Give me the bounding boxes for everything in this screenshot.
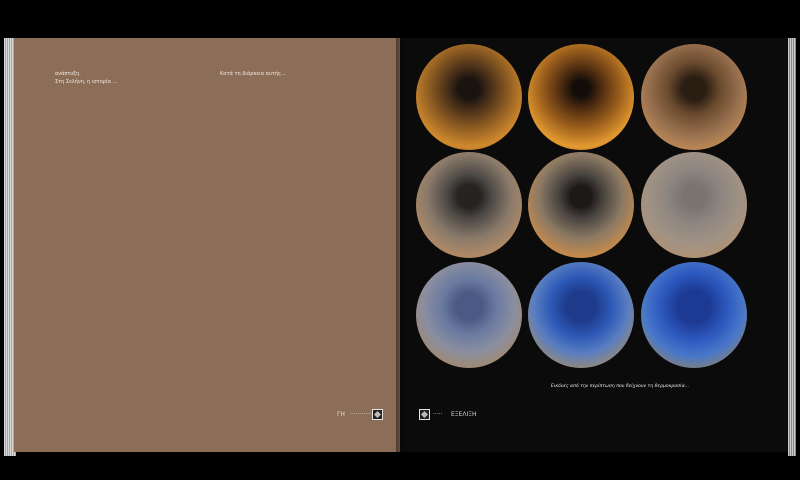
left-page — [14, 38, 400, 452]
all-sky-photo: 6 — [641, 152, 747, 258]
all-sky-photo: 7 — [416, 262, 522, 368]
right-folio-dots: ····· — [433, 411, 443, 418]
all-sky-photo: 5 — [528, 152, 634, 258]
left-folio-dots: ··········· — [350, 411, 371, 418]
left-text-column-1: ανάπτυξη. Στη Σελήνη, η ιστορία ... — [55, 71, 118, 86]
all-sky-photo: 3 — [641, 44, 747, 150]
photo-caption: Εικόνες από την περίπτωση που δείχνουν τη θερμοκρασία... — [550, 384, 690, 389]
publisher-logo-icon — [419, 409, 430, 420]
publisher-logo-icon — [372, 409, 383, 420]
book-gutter — [396, 38, 406, 452]
left-folio-label: ΓΗ — [337, 411, 345, 418]
all-sky-photo: 8 — [528, 262, 634, 368]
all-sky-photo: 9 — [641, 262, 747, 368]
right-folio-label: ΕΞΕΛΙΞΗ — [451, 411, 477, 418]
all-sky-photo: 1 — [416, 44, 522, 150]
right-page-edges — [788, 38, 796, 456]
all-sky-photo: 2 — [528, 44, 634, 150]
all-sky-photo: 4 — [416, 152, 522, 258]
left-text-column-2: Κατά τη διάρκεια αυτής... — [220, 71, 286, 77]
